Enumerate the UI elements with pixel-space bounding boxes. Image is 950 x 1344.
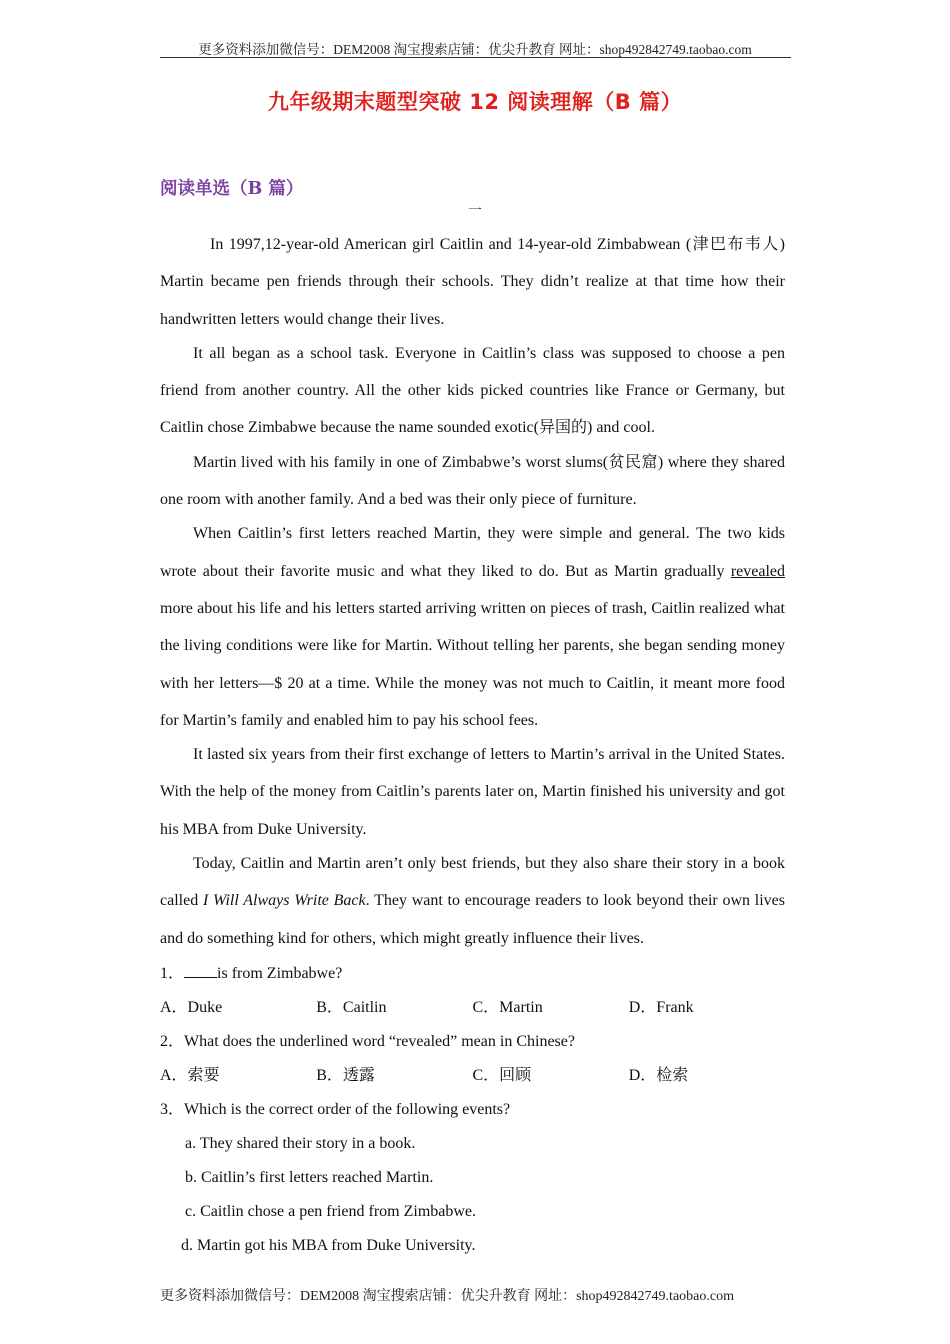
- section-number: 一: [468, 204, 482, 219]
- event-a: a. They shared their story in a book.: [185, 1134, 416, 1152]
- question-number: 2．: [160, 1032, 185, 1050]
- question-stem: Which is the correct order of the following events?: [184, 1100, 511, 1118]
- question-1: [160, 957, 785, 991]
- page-footer: 更多资料添加微信号：DEM2008 淘宝搜索店铺：优尖升教育 网址：shop492842749.taobao.com: [160, 1289, 734, 1304]
- paragraph-6: [160, 845, 785, 957]
- option-b: B．透露: [316, 1066, 375, 1084]
- header-divider: [160, 57, 791, 58]
- question-1-options: [160, 991, 785, 1025]
- paragraph-4-text-b: more about his life and his letters started arriving written on pieces of trash, Caitlin realized what the living conditions were like for Martin. Without telling her parents, she began sending money with her letters—$ 20 at a time. While the money was not much to Caitlin, it meant more food for Martin’s family and enabled him to pay his school fees.: [160, 599, 785, 729]
- question-2-options: [160, 1059, 785, 1093]
- underlined-word: revealed: [730, 562, 785, 580]
- section-heading: 阅读单选（B 篇）: [160, 179, 304, 199]
- question-number: 3．: [160, 1100, 185, 1118]
- option-b: B．Caitlin: [316, 998, 387, 1016]
- paragraph-6-text-a: Today, Caitlin and Martin aren’t only best friends, but they also share their story in a book called: [160, 855, 785, 910]
- paragraph-3: Martin lived with his family in one of Zimbabwe’s worst slums(贫民窟) where they shared one room with another family. And a bed was their only piece of furniture.: [160, 453, 785, 509]
- option-d: D．检索: [628, 1066, 689, 1084]
- option-a: A．Duke: [160, 998, 223, 1016]
- paragraph-6-text-b: . They want to encourage readers to look beyond their own lives and do something kind for others, which might greatly influence their lives.: [160, 892, 785, 947]
- paragraph-2: It all began as a school task. Everyone in Caitlin’s class was supposed to choose a pen friend from another country. All the other kids picked countries like France or Germany, but Caitlin chose Zimbabwe because the name sounded exotic(异国的) and cool.: [160, 344, 785, 437]
- paragraph-4-text-a: When Caitlin’s first letters reached Martin, they were simple and general. The two kids wrote about their favorite music and what they liked to do. But as Martin gradually: [160, 525, 785, 580]
- document-title: 九年级期末题型突破 12 阅读理解（B 篇）: [267, 90, 683, 114]
- question-2: [160, 1025, 785, 1059]
- question-stem: is from Zimbabwe?: [217, 964, 343, 982]
- question-stem: What does the underlined word “revealed” mean in Chinese?: [184, 1032, 575, 1050]
- option-c: C．回顾: [472, 1066, 532, 1084]
- option-d: D．Frank: [628, 998, 694, 1016]
- question-3: [160, 1093, 785, 1127]
- question-number: 1．: [160, 964, 185, 982]
- answer-blank: [184, 964, 217, 978]
- page-header: 更多资料添加微信号：DEM2008 淘宝搜索店铺：优尖升教育 网址：shop492842749.taobao.com: [198, 42, 752, 57]
- passage-body: [160, 226, 785, 1263]
- option-c: C．Martin: [472, 998, 543, 1016]
- book-title: I Will Always Write Back: [202, 892, 366, 910]
- event-b: b. Caitlin’s first letters reached Martin.: [185, 1168, 434, 1186]
- paragraph-5: It lasted six years from their first exchange of letters to Martin’s arrival in the United States. With the help of the money from Caitlin’s parents later on, Martin finished his university and got his MBA from Duke University.: [160, 746, 785, 838]
- event-c: c. Caitlin chose a pen friend from Zimbabwe.: [185, 1202, 477, 1220]
- option-a: A．索要: [160, 1066, 220, 1084]
- paragraph-4: [160, 515, 785, 739]
- event-d: d. Martin got his MBA from Duke University.: [181, 1236, 476, 1254]
- paragraph-1: In 1997,12-year-old American girl Caitlin and 14-year-old Zimbabwean (津巴布韦人) Martin became pen friends through their schools. They didn’t realize at that time how their handwritten letters would change their lives.: [160, 236, 785, 328]
